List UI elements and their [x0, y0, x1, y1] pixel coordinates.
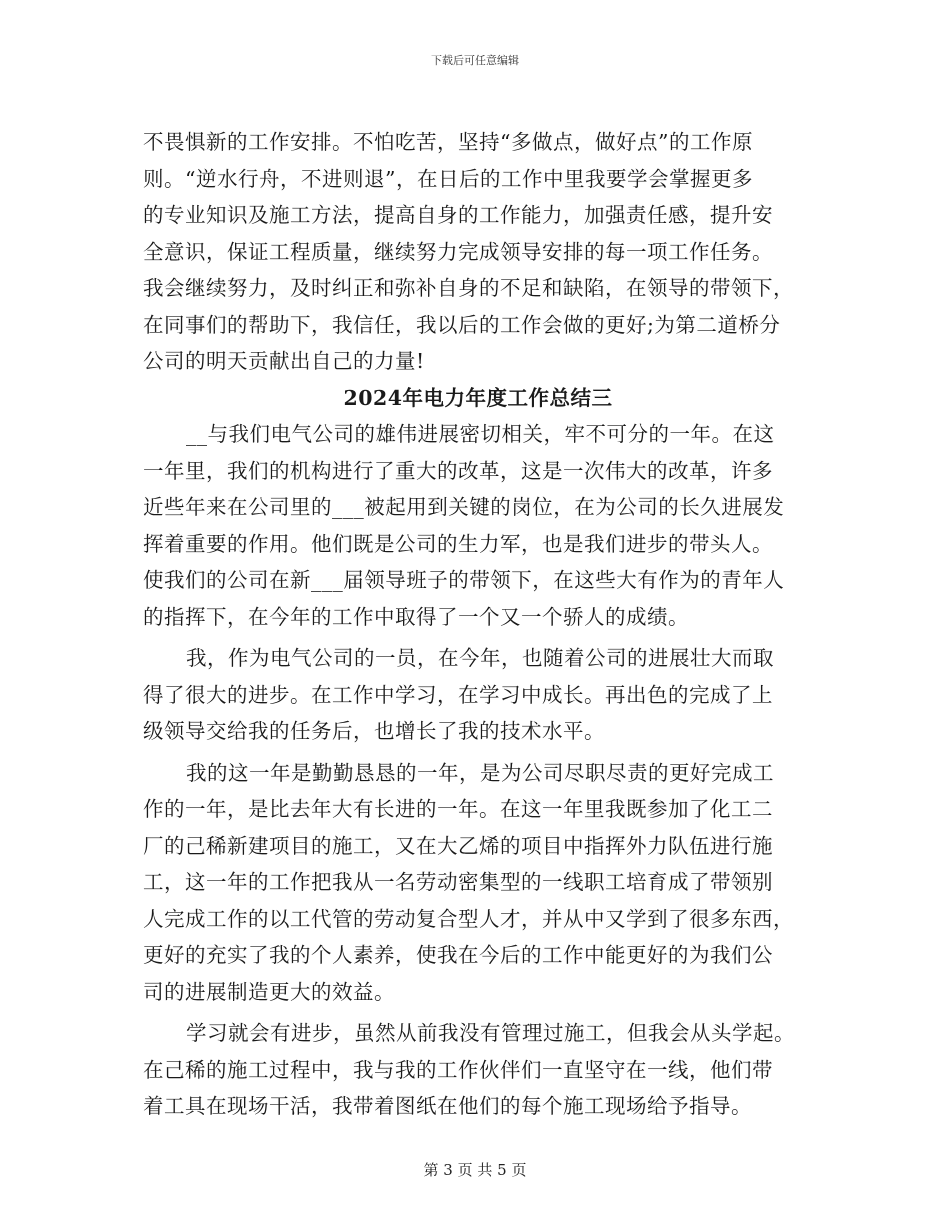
text-line: 作的一年，是比去年大有长进的一年。在这一年里我既参加了化工二	[143, 797, 773, 821]
paragraph-5	[143, 1015, 813, 1125]
text-line: 级领导交给我的任务后，也增长了我的技术水平。	[143, 719, 605, 743]
text-line: 的专业知识及施工方法，提高自身的工作能力，加强责任感，提升安	[143, 203, 773, 227]
text-line: 使我们的公司在新___届领导班子的带领下，在这些大有作为的青年人	[143, 568, 785, 592]
text-line: __与我们电气公司的雄伟进展密切相关，牢不可分的一年。在这	[186, 422, 775, 446]
document-body	[143, 124, 813, 1125]
text-line: 在己稀的施工过程中，我与我的工作伙伴们一直坚守在一线，他们带	[143, 1057, 773, 1082]
text-line: 公司的明天贡献出自己的力量!	[143, 349, 425, 373]
text-line: 不畏惧新的工作安排。不怕吃苦，坚持“多做点，做好点”的工作原	[143, 130, 753, 154]
text-line: 厂的己稀新建项目的施工，又在大乙烯的项目中指挥外力队伍进行施	[143, 833, 773, 858]
text-line: 我会继续努力，及时纠正和弥补自身的不足和缺陷，在领导的带领下，	[143, 276, 794, 300]
text-line: 挥着重要的作用。他们既是公司的生力军，也是我们进步的带头人。	[143, 531, 773, 556]
text-line: 人完成工作的以工代管的劳动复合型人才，并从中又学到了很多东西，	[143, 906, 794, 931]
page-footer: 第 3 页 共 5 页	[423, 1161, 527, 1179]
paragraph-4	[143, 755, 813, 1011]
text-line: 全意识，保证工程质量，继续努力完成领导安排的每一项工作任务。	[143, 239, 773, 264]
page-header: 下载后可任意编辑	[431, 54, 519, 67]
text-line: 更好的充实了我的个人素养，使我在今后的工作中能更好的为我们公	[143, 943, 773, 967]
paragraph-1	[143, 124, 813, 380]
text-line: 近些年来在公司里的___被起用到关键的岗位，在为公司的长久进展发	[143, 495, 785, 519]
text-line: 我的这一年是勤勤恳恳的一年，是为公司尽职尽责的更好完成工	[186, 760, 774, 785]
text-line: 我，作为电气公司的一员，在今年，也随着公司的进展壮大而取	[186, 646, 774, 670]
paragraph-3	[143, 640, 813, 750]
text-line: 一年里，我们的机构进行了重大的改革，这是一次伟大的改革，许多	[143, 458, 773, 483]
paragraph-2	[143, 416, 813, 635]
text-line: 的指挥下，在今年的工作中取得了一个又一个骄人的成绩。	[143, 604, 689, 629]
text-line: 着工具在现场干活，我带着图纸在他们的每个施工现场给予指导。	[143, 1094, 752, 1118]
text-line: 得了很大的进步。在工作中学习，在学习中成长。再出色的完成了上	[143, 682, 773, 707]
text-line: 工，这一年的工作把我从一名劳动密集型的一线职工培育成了带领别	[143, 870, 773, 894]
text-line: 则。“逆水行舟，不进则退”，在日后的工作中里我要学会掌握更多	[143, 166, 753, 191]
text-line: 在同事们的帮助下，我信任，我以后的工作会做的更好;为第二道桥分	[143, 312, 781, 337]
section-title: 2024年电力年度工作总结三	[343, 385, 613, 410]
text-line: 司的进展制造更大的效益。	[143, 979, 395, 1004]
text-line: 学习就会有进步，虽然从前我没有管理过施工，但我会从头学起。	[186, 1021, 795, 1045]
